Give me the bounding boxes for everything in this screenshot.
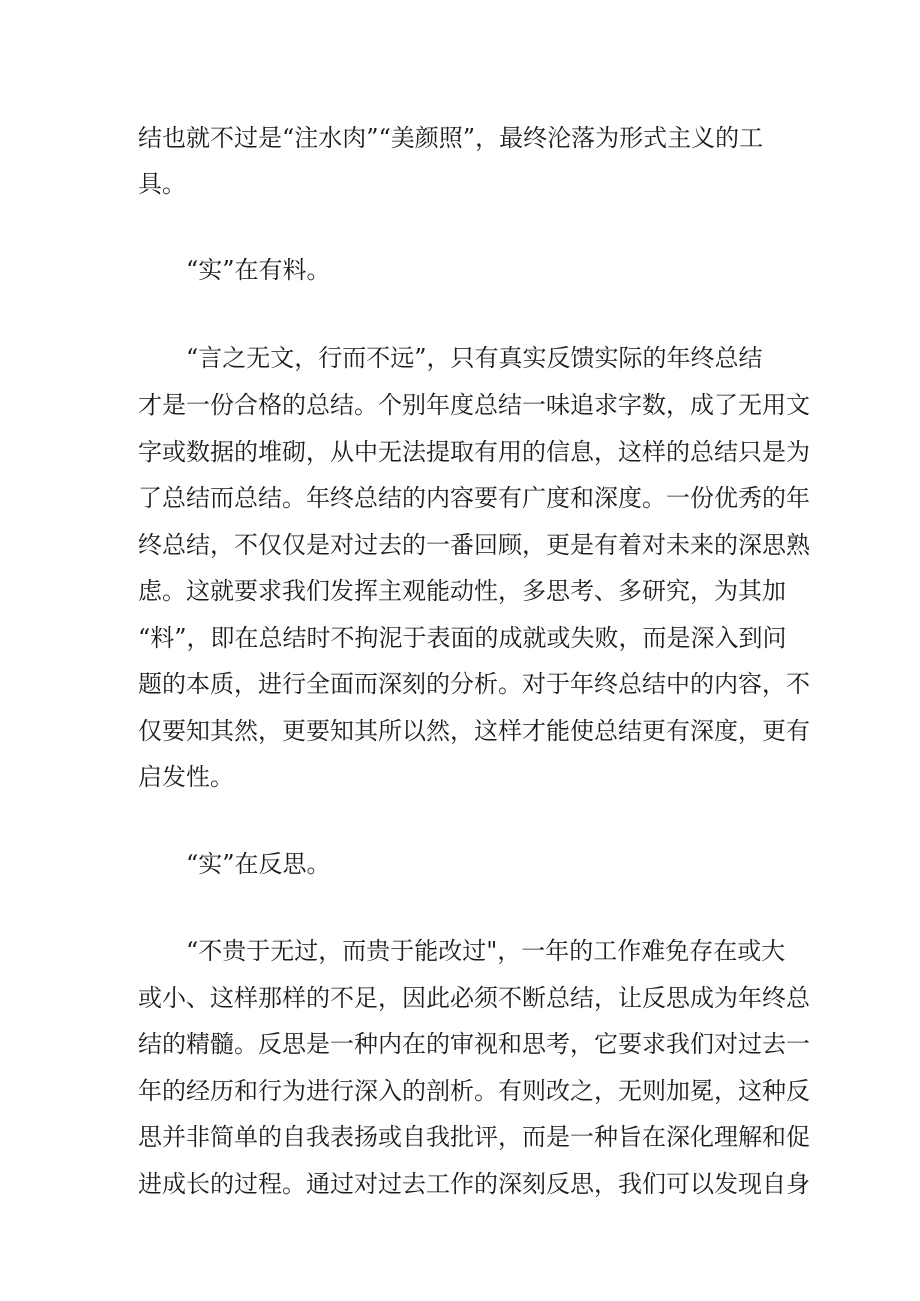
paragraph-line: 字或数据的堆砌，从中无法提取有用的信息，这样的总结只是为 <box>138 438 810 466</box>
paragraph-line: 结的精髓。反思是一种内在的审视和思考，它要求我们对过去一 <box>138 1030 810 1058</box>
paragraph-line: 思并非简单的自我表扬或自我批评，而是一种旨在深化理解和促 <box>138 1123 810 1151</box>
paragraph-line: 年的经历和行为进行深入的剖析。有则改之，无则加冕，这种反 <box>138 1077 810 1105</box>
paragraph-line: 虑。这就要求我们发挥主观能动性，多思考、多研究，为其加 <box>138 577 786 605</box>
paragraph-line: 才是一份合格的总结。个别年度总结一味追求字数，成了无用文 <box>138 391 810 419</box>
paragraph-line: 仅要知其然，更要知其所以然，这样才能使总结更有深度，更有 <box>138 717 810 745</box>
paragraph-line: 或小、这样那样的不足，因此必须不断总结，让反思成为年终总 <box>138 984 810 1012</box>
paragraph-line: “料”，即在总结时不拘泥于表面的成就或失败，而是深入到问 <box>138 624 787 652</box>
paragraph-line: 启发性。 <box>138 763 234 791</box>
paragraph-line: “言之无文，行而不远”，只有真实反馈实际的年终总结 <box>186 344 763 372</box>
paragraph-line: 了总结而总结。年终总结的内容要有广度和深度。一份优秀的年 <box>138 484 810 512</box>
section-heading: “实”在有料。 <box>186 256 331 284</box>
paragraph-line: 题的本质，进行全面而深刻的分析。对于年终总结中的内容，不 <box>138 670 810 698</box>
paragraph-line: 具。 <box>138 170 186 198</box>
paragraph-line: 进成长的过程。通过对过去工作的深刻反思，我们可以发现自身 <box>138 1170 810 1198</box>
section-heading: “实”在反思。 <box>186 850 331 878</box>
paragraph-line: “不贵于无过，而贵于能改过"，一年的工作难免存在或大 <box>186 937 786 965</box>
paragraph-line: 终总结，不仅仅是对过去的一番回顾，更是有着对未来的深思熟 <box>138 531 810 559</box>
paragraph-line: 结也就不过是“注水肉”“美颜照”，最终沦落为形式主义的工 <box>138 124 764 152</box>
